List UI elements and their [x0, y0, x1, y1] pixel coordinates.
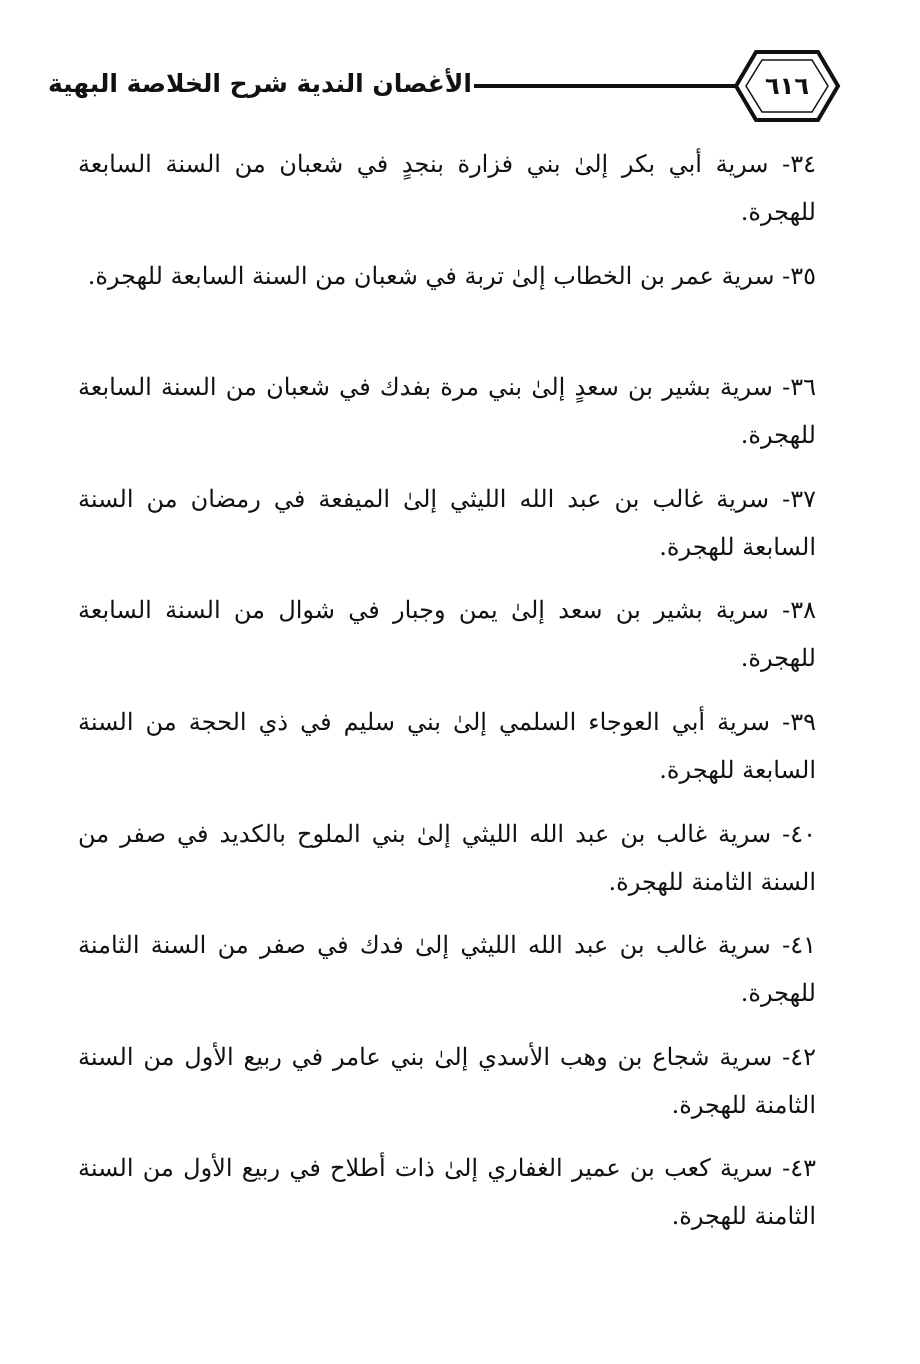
page-header — [47, 40, 842, 140]
list-item: ٣٦- سرية بشير بن سعدٍ إلىٰ بني مرة بفدك في شعبان من السنة السابعة للهجرة. — [78, 373, 816, 450]
page-number: ٦١٦ — [765, 72, 809, 100]
list-item: ٤٠- سرية غالب بن عبد الله الليثي إلىٰ بني الملوح بالكديد في صفر من السنة الثامنة للهجرة. — [78, 819, 816, 896]
list-item: ٣٥- سرية عمر بن الخطاب إلىٰ تربة في شعبان من السنة السابعة للهجرة. — [87, 261, 816, 290]
list-item: ٤١- سرية غالب بن عبد الله الليثي إلىٰ فدك في صفر من السنة الثامنة للهجرة. — [78, 931, 816, 1008]
list-item: ٣٩- سرية أبي العوجاء السلمي إلىٰ بني سليم في ذي الحجة من السنة السابعة للهجرة. — [78, 707, 816, 784]
list-item: ٤٣- سرية كعب بن عمير الغفاري إلىٰ ذات أطلاح في ربيع الأول من السنة الثامنة للهجرة. — [78, 1154, 816, 1231]
list-item: ٣٤- سرية أبي بكر إلىٰ بني فزارة بنجدٍ في شعبان من السنة السابعة للهجرة. — [78, 150, 816, 226]
page-number-badge — [732, 48, 842, 124]
expedition-list — [78, 140, 824, 1256]
list-item: ٣٧- سرية غالب بن عبد الله الليثي إلىٰ الميفعة في رمضان من السنة السابعة للهجرة. — [78, 484, 816, 561]
book-title: الأغصان الندية شرح الخلاصة البهية — [47, 69, 472, 98]
list-item: ٤٢- سرية شجاع بن وهب الأسدي إلىٰ بني عامر في ربيع الأول من السنة الثامنة للهجرة. — [78, 1042, 816, 1119]
header-divider — [474, 84, 736, 88]
list-item: ٣٨- سرية بشير بن سعد إلىٰ يمن وجبار في شوال من السنة السابعة للهجرة. — [78, 596, 816, 673]
